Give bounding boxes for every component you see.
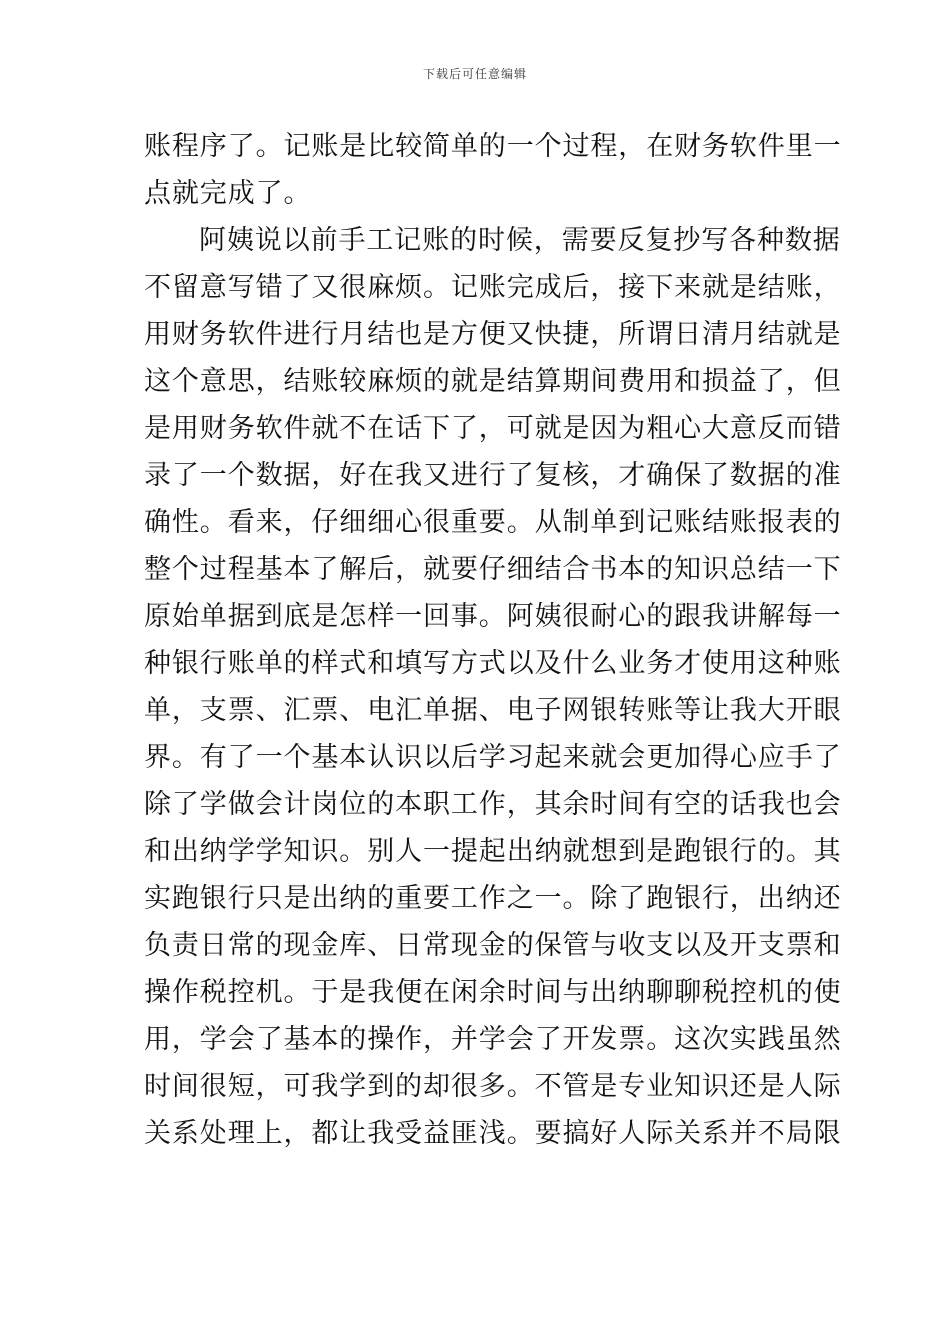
- text-line: 阿姨说以前手工记账的时候，需要反复抄写各种数据: [199, 225, 841, 256]
- text-line: 点就完成了。: [144, 178, 312, 209]
- text-line: 录了一个数据，好在我又进行了复核，才确保了数据的准: [144, 460, 842, 491]
- text-line: 实跑银行只是出纳的重要工作之一。除了跑银行，出纳还: [144, 883, 842, 914]
- text-line: 用，学会了基本的操作，并学会了开发票。这次实践虽然: [144, 1024, 842, 1055]
- paragraph-1: [144, 123, 842, 217]
- text-line: 确性。看来，仔细细心很重要。从制单到记账结账报表的: [144, 507, 842, 538]
- text-line: 负责日常的现金库、日常现金的保管与收支以及开支票和: [144, 930, 842, 961]
- text-line: 整个过程基本了解后，就要仔细结合书本的知识总结一下: [144, 554, 842, 585]
- text-line: 原始单据到底是怎样一回事。阿姨很耐心的跟我讲解每一: [144, 601, 842, 632]
- text-line: 种银行账单的样式和填写方式以及什么业务才使用这种账: [144, 648, 842, 679]
- text-line: 除了学做会计岗位的本职工作，其余时间有空的话我也会: [144, 789, 842, 820]
- text-line: 用财务软件进行月结也是方便又快捷，所谓日清月结就是: [144, 319, 842, 350]
- text-line: 关系处理上，都让我受益匪浅。要搞好人际关系并不局限: [144, 1118, 842, 1149]
- document-body: [144, 123, 842, 1157]
- paragraph-2: [144, 217, 842, 1157]
- text-line: 时间很短，可我学到的却很多。不管是专业知识还是人际: [144, 1071, 842, 1102]
- text-line: 是用财务软件就不在话下了，可就是因为粗心大意反而错: [144, 413, 842, 444]
- text-line: 账程序了。记账是比较简单的一个过程，在财务软件里一: [144, 131, 842, 162]
- text-line: 界。有了一个基本认识以后学习起来就会更加得心应手了: [144, 742, 842, 773]
- page-header: 下载后可任意编辑: [422, 67, 527, 81]
- text-line: 单，支票、汇票、电汇单据、电子网银转账等让我大开眼: [144, 695, 842, 726]
- text-line: 操作税控机。于是我便在闲余时间与出纳聊聊税控机的使: [144, 977, 842, 1008]
- text-line: 这个意思，结账较麻烦的就是结算期间费用和损益了，但: [144, 366, 842, 397]
- text-line: 和出纳学学知识。别人一提起出纳就想到是跑银行的。其: [144, 836, 842, 867]
- text-line: 不留意写错了又很麻烦。记账完成后，接下来就是结账，: [144, 272, 842, 303]
